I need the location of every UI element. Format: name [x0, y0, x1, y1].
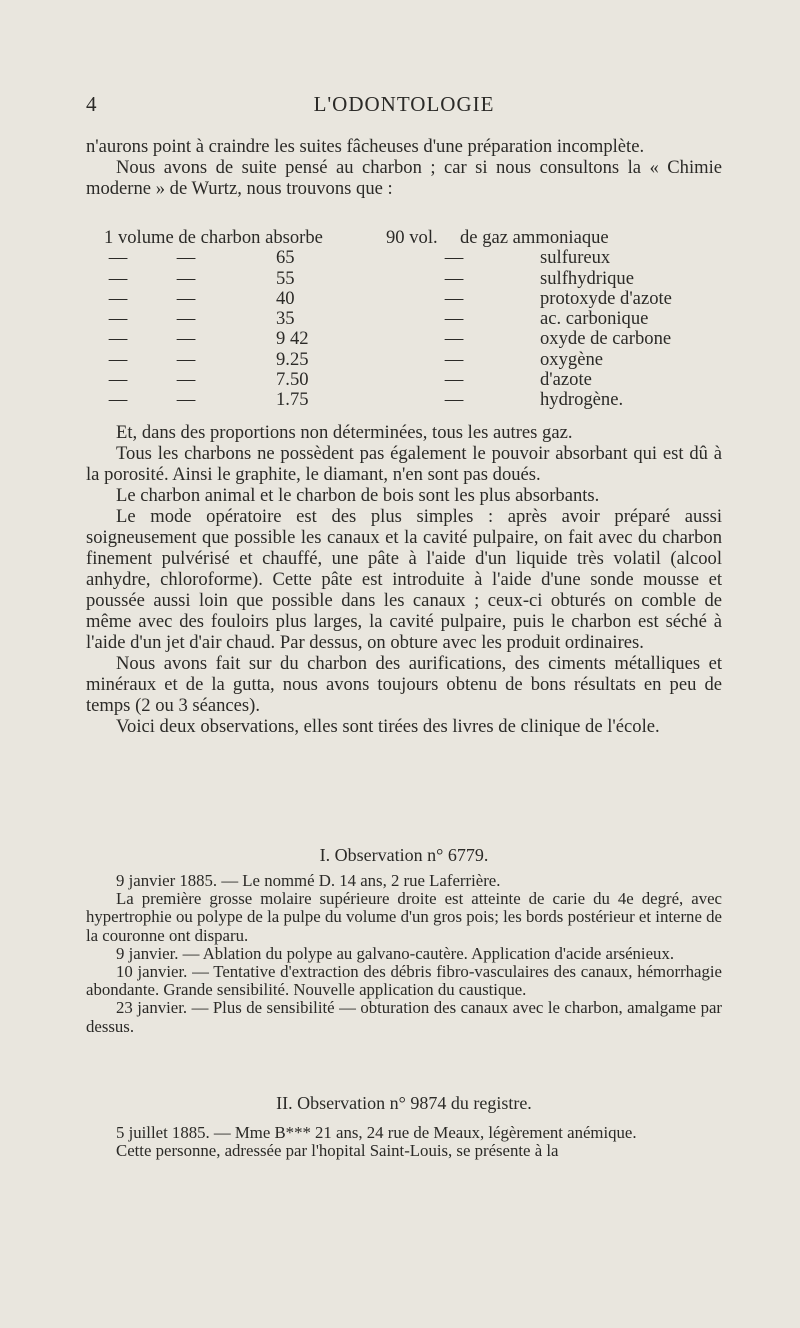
- table-row: [86, 228, 722, 248]
- ditto-mark: —: [176, 348, 196, 370]
- observation-1-text: [86, 872, 722, 1036]
- table-cell-substance: ac. carbonique: [540, 308, 649, 330]
- table-cell-substance: protoxyde d'azote: [540, 287, 672, 309]
- table-cell-substance: d'azote: [540, 369, 592, 391]
- ditto-mark: —: [108, 267, 128, 289]
- ditto-mark: —: [176, 369, 196, 391]
- table-row: [86, 309, 722, 329]
- paragraph: La première grosse molaire supérieure droite est atteinte de carie du 4e degré, avec hypertrophie ou polype de la pulpe du volume d'un gros pois; les bords postérieur et interne de la couronne ont disparu.: [86, 889, 722, 945]
- observation-2-text: [86, 1124, 722, 1160]
- ditto-mark: —: [176, 247, 196, 269]
- observation-1-heading: I. Observation n° 6779.: [319, 845, 489, 865]
- ditto-mark: —: [108, 247, 128, 269]
- ditto-mark: —: [176, 328, 196, 350]
- ditto-mark: —: [108, 348, 128, 370]
- intro-text: [86, 136, 722, 199]
- table-cell-value: 65: [276, 247, 295, 269]
- ditto-mark: —: [108, 389, 128, 411]
- paragraph: Voici deux observations, elles sont tirées des livres de clinique de l'école.: [116, 716, 660, 737]
- ditto-mark: —: [444, 348, 464, 370]
- ditto-mark: —: [444, 247, 464, 269]
- observation-2-heading: II. Observation n° 9874 du registre.: [276, 1093, 532, 1113]
- table-row: [86, 269, 722, 289]
- table-row: [86, 370, 722, 390]
- ditto-mark: —: [444, 328, 464, 350]
- ditto-mark: —: [108, 308, 128, 330]
- paragraph: 23 janvier. — Plus de sensibilité — obturation des canaux avec le charbon, amalgame par dessus.: [86, 998, 722, 1036]
- paragraph: Cette personne, adressée par l'hopital Saint-Louis, se présente à la: [116, 1141, 559, 1161]
- table-cell-substance: oxygène: [540, 348, 603, 370]
- paragraph: Nous avons de suite pensé au charbon ; car si nous consultons la « Chimie moderne » de Wurtz, nous trouvons que :: [86, 157, 722, 199]
- ditto-mark: —: [176, 308, 196, 330]
- paragraph: Et, dans des proportions non déterminées, tous les autres gaz.: [116, 422, 573, 443]
- paragraph: 5 juillet 1885. — Mme B*** 21 ans, 24 rue de Meaux, légèrement anémique.: [116, 1123, 637, 1142]
- paragraph: Le charbon animal et le charbon de bois sont les plus absorbants.: [116, 485, 600, 506]
- table-cell-quantity: 1 volume de charbon absorbe: [104, 227, 323, 248]
- table-row: [86, 289, 722, 309]
- ditto-mark: —: [444, 287, 464, 309]
- paragraph: Tous les charbons ne possèdent pas également le pouvoir absorbant qui est dû à la porosité. Ainsi le graphite, le diamant, n'en sont pas doués.: [86, 443, 722, 485]
- table-row: [86, 390, 722, 410]
- table-cell-value: 1.75: [276, 389, 309, 411]
- ditto-mark: —: [176, 267, 196, 289]
- page-number: 4: [86, 92, 97, 116]
- paragraph: 9 janvier. — Ablation du polype au galvano-cautère. Application d'acide arsénieux.: [116, 943, 675, 963]
- table-row: [86, 329, 722, 349]
- ditto-mark: —: [444, 308, 464, 330]
- table-cell-substance: de gaz ammoniaque: [460, 227, 609, 248]
- ditto-mark: —: [444, 267, 464, 289]
- paragraph: 10 janvier. — Tentative d'extraction des débris fibro-vasculaires des canaux, hémorrhagie abondante. Grande sensibilité. Nouvelle application du caustique.: [86, 962, 722, 1000]
- table-cell-value: 55: [276, 267, 295, 289]
- journal-title: L'ODONTOLOGIE: [313, 92, 495, 116]
- absorption-table: [86, 228, 722, 411]
- ditto-mark: —: [108, 328, 128, 350]
- ditto-mark: —: [444, 389, 464, 411]
- table-cell-value: 35: [276, 308, 295, 330]
- ditto-mark: —: [176, 389, 196, 411]
- paragraph: Le mode opératoire est des plus simples : après avoir préparé aussi soigneusement que possible les canaux et la cavité pulpaire, on fait avec du charbon finement pulvérisé et chauffé, une pâte à l'aide d'un liquide très volatil (alcool anhydre, chloroforme). Cette pâte est introduite à l'aide d'une sonde mousse et poussée aussi loin que possible dans les canaux ; ceux-ci obturés on comble de même avec des fouloirs plus larges, la cavité pulpaire, puis le charbon est séché à l'aide d'un jet d'air chaud. Par dessus, on obture avec les produit ordinaires.: [86, 506, 722, 653]
- ditto-mark: —: [176, 287, 196, 309]
- table-cell-substance: sulfhydrique: [540, 267, 634, 289]
- table-cell-substance: hydrogène.: [540, 389, 624, 411]
- table-row: [86, 350, 722, 370]
- table-cell-substance: sulfureux: [540, 247, 611, 269]
- ditto-mark: —: [108, 369, 128, 391]
- table-cell-value: 40: [276, 287, 295, 309]
- paragraph: n'aurons point à craindre les suites fâcheuses d'une préparation incomplète.: [86, 136, 645, 157]
- paragraph: Nous avons fait sur du charbon des aurifications, des ciments métalliques et minéraux et de la gutta, nous avons toujours obtenu de bons résultats en peu de temps (2 ou 3 séances).: [86, 653, 722, 716]
- table-cell-value: 7.50: [276, 369, 309, 391]
- table-row: [86, 248, 722, 268]
- ditto-mark: —: [108, 287, 128, 309]
- paragraph: 9 janvier 1885. — Le nommé D. 14 ans, 2 rue Laferrière.: [116, 871, 501, 890]
- ditto-mark: —: [444, 369, 464, 391]
- body-text: [86, 422, 722, 737]
- table-cell-value: 9 42: [276, 328, 309, 350]
- running-header: [86, 92, 722, 122]
- table-cell-value: 90 vol.: [386, 227, 438, 248]
- table-cell-substance: oxyde de carbone: [540, 328, 672, 350]
- table-cell-value: 9.25: [276, 348, 309, 370]
